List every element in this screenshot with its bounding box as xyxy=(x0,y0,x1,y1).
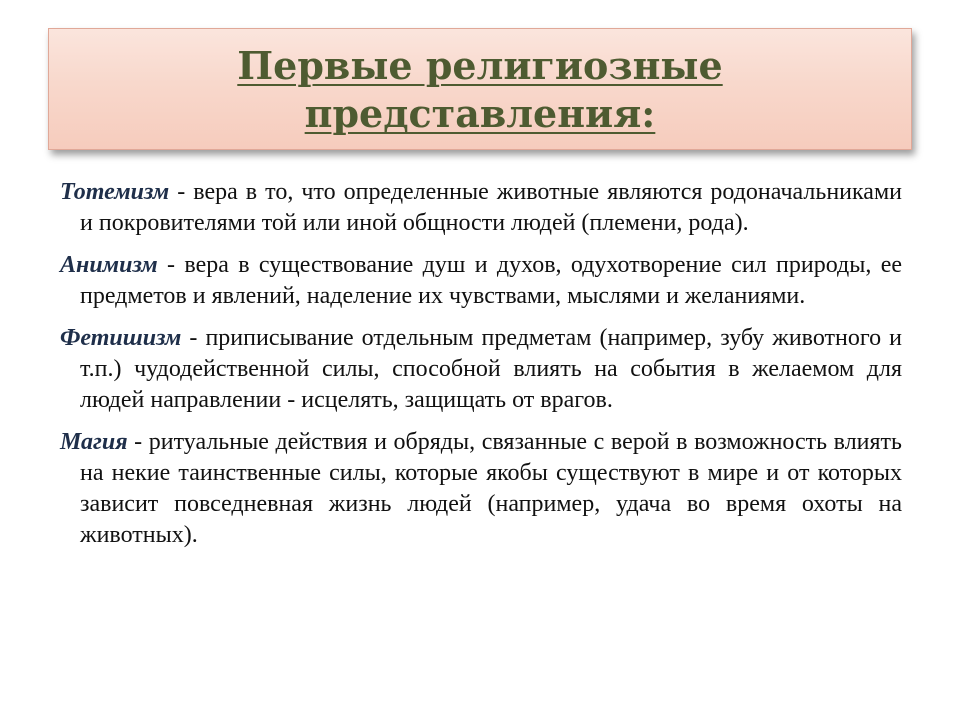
definition-text-animism: - вера в существование душ и духов, одухотворение сил природы, ее предметов и явлений, наделение их чувствами, мыслями и желаниями. xyxy=(80,252,902,309)
definition-text-magic: - ритуальные действия и обряды, связанные с верой в возможность влиять на некие таинственные силы, которые якобы существуют в мире и от которых зависит повседневная жизнь людей (например, удача во время охоты на животных). xyxy=(80,429,902,548)
definition-text-totemism: - вера в то, что определенные животные являются родоначальниками и покровителями той или иной общности людей (племени, рода). xyxy=(80,179,902,236)
title-line-1: Первые религиозные xyxy=(237,43,723,88)
definition-animism xyxy=(60,250,902,312)
definition-totemism xyxy=(60,177,902,239)
title-box xyxy=(48,28,912,150)
term-totemism: Тотемизм xyxy=(60,179,170,205)
title-line-2: представления: xyxy=(304,91,656,136)
definition-text-fetishism: - приписывание отдельным предметам (например, зубу животного и т.п.) чудодейственной силы, способной влиять на события в желаемом для людей направлении - исцелять, защищать от врагов. xyxy=(80,325,902,413)
definition-fetishism xyxy=(60,323,902,416)
definition-magic xyxy=(60,427,902,551)
term-fetishism: Фетишизм xyxy=(60,325,182,351)
term-animism: Анимизм xyxy=(60,252,158,278)
definitions-list xyxy=(60,177,902,562)
term-magic: Магия xyxy=(60,429,128,455)
slide-title xyxy=(237,40,722,138)
